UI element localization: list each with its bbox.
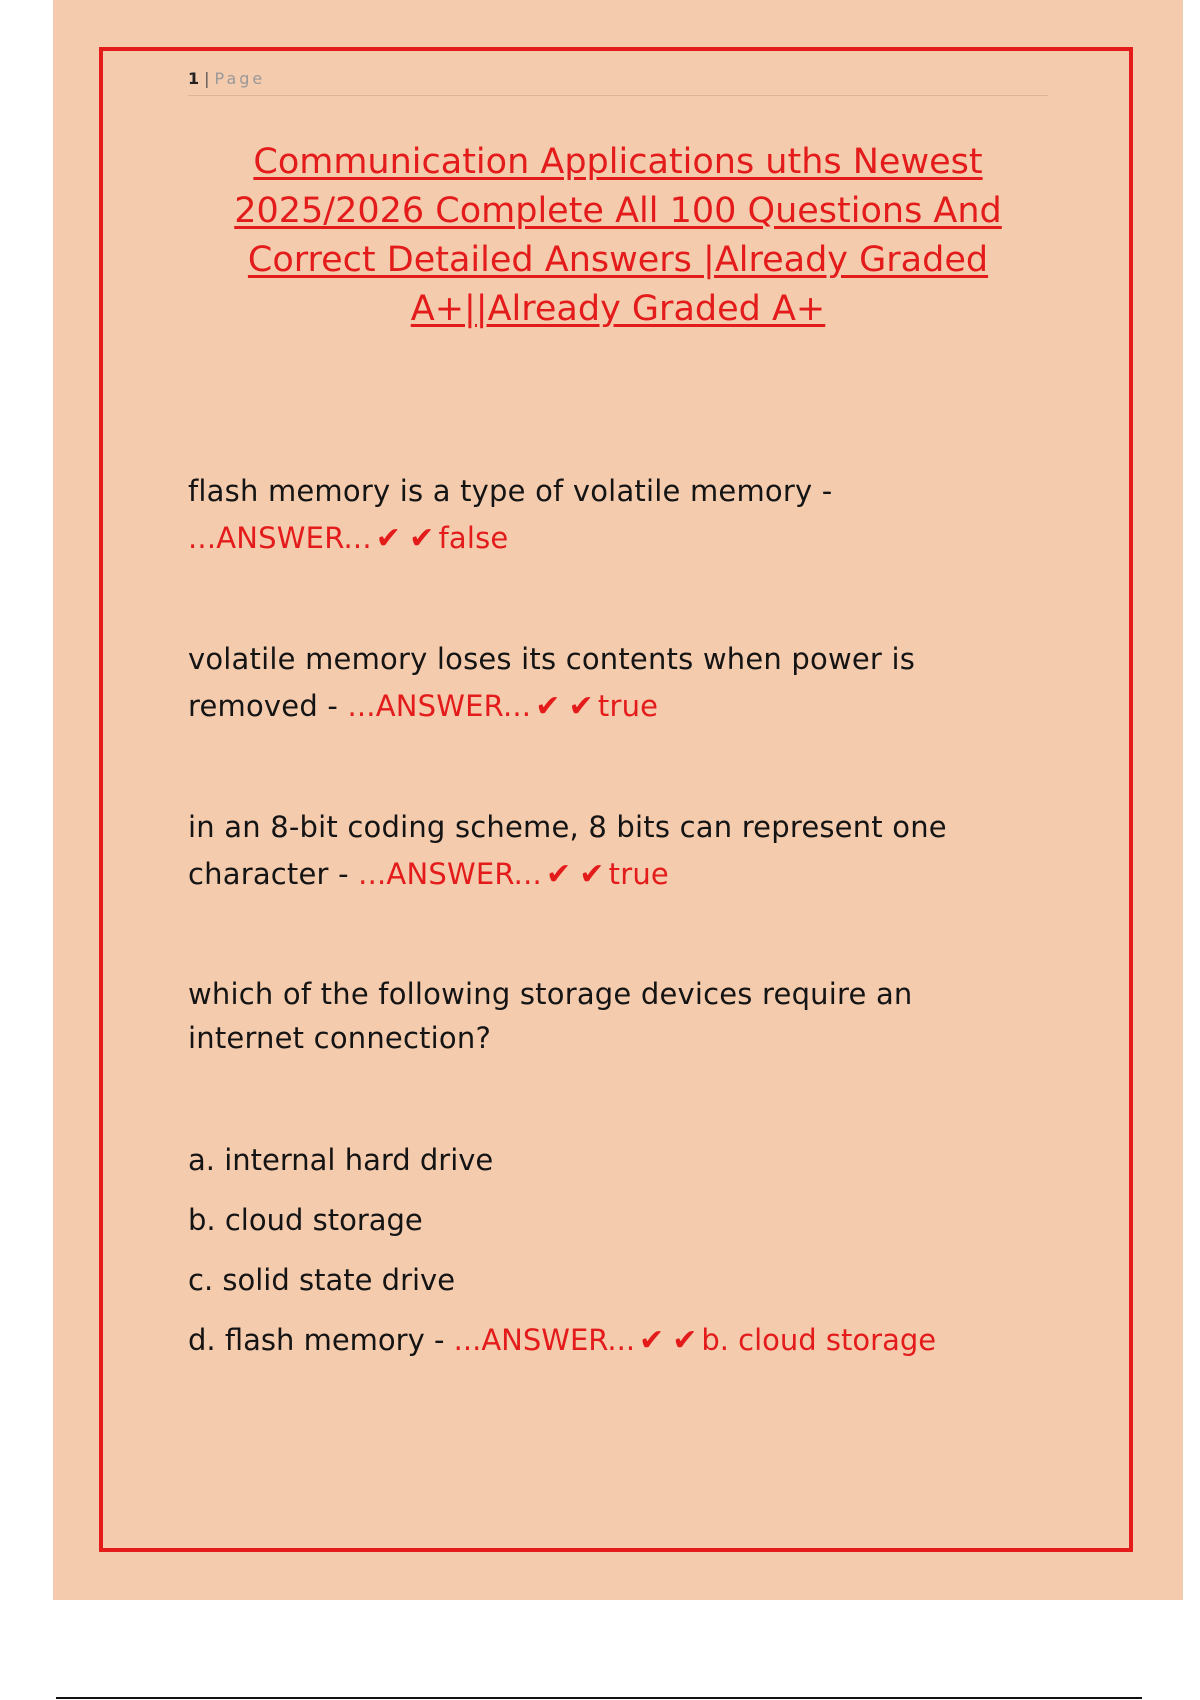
document-title	[188, 138, 1048, 334]
page-separator: |	[204, 69, 211, 88]
title-line: 2025/2026 Complete All 100 Questions And	[234, 191, 1002, 231]
check-icon: ✔	[568, 689, 594, 724]
question-text: volatile memory loses its contents when power is	[188, 642, 916, 676]
question-text: in an 8-bit coding scheme, 8 bits can represent one	[188, 810, 947, 844]
title-line: Correct Detailed Answers |Already Graded	[247, 240, 989, 280]
answer-value: true	[608, 857, 669, 891]
title-line: A+||Already Graded A+	[410, 289, 826, 329]
page-header	[188, 69, 1048, 96]
check-icon: ✔	[375, 521, 402, 556]
check-icon: ✔	[672, 1323, 698, 1358]
answer-value: false	[438, 521, 509, 555]
page-label: Page	[214, 69, 266, 88]
question-2	[188, 636, 1068, 730]
question-text-continued: character -	[188, 857, 359, 891]
answer-label: ...ANSWER...	[453, 1323, 636, 1357]
page-number: 1	[188, 69, 201, 88]
option-c: c. solid state drive	[188, 1263, 456, 1297]
title-line: Communication Applications uths Newest	[253, 142, 983, 182]
check-icon: ✔	[409, 521, 435, 556]
question-3	[188, 804, 1068, 898]
answer-label: ...ANSWER...	[347, 689, 532, 723]
answer-value: true	[597, 689, 659, 723]
check-icon: ✔	[639, 1323, 665, 1358]
question-text-continued: removed -	[188, 689, 348, 723]
question-text: flash memory is a type of volatile memory -	[188, 474, 833, 508]
footer-divider	[56, 1697, 1142, 1699]
answer-label: ...ANSWER...	[188, 521, 372, 555]
question-1	[188, 468, 1068, 562]
question-4	[188, 972, 1068, 1060]
option-b: b. cloud storage	[188, 1203, 423, 1237]
check-icon: ✔	[545, 857, 572, 892]
question-text-continued: internet connection?	[188, 1021, 492, 1055]
option-d-text: d. flash memory -	[188, 1323, 454, 1357]
option-d	[188, 1318, 1088, 1378]
check-icon: ✔	[535, 689, 561, 724]
answer-label: ...ANSWER...	[358, 857, 542, 891]
question-text: which of the following storage devices require an	[188, 977, 913, 1011]
check-icon: ✔	[579, 857, 605, 892]
answer-options	[188, 1138, 1088, 1378]
option-a: a. internal hard drive	[188, 1143, 494, 1177]
answer-value: b. cloud storage	[701, 1323, 937, 1357]
